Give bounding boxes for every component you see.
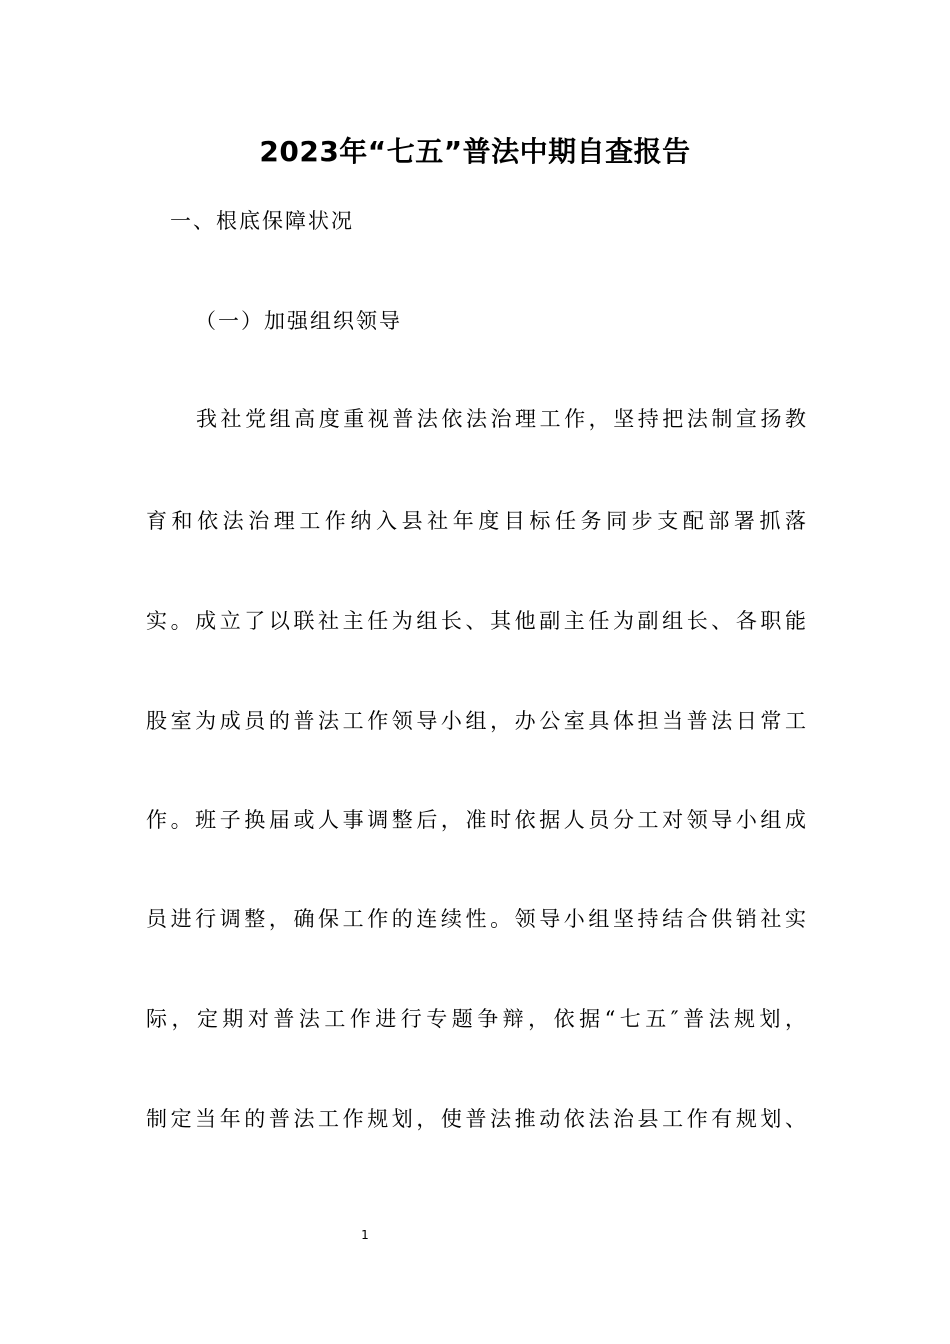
document-title: 2023年“七五”普法中期自查报告 [259, 135, 691, 168]
page-number: 1 [361, 1228, 369, 1242]
paragraph-line-6: 员进行调整，确保工作的连续性。领导小组坚持结合供销社实 [146, 907, 806, 931]
paragraph-line-7: 际，定期对普法工作进行专题争辩，依据“七五″普法规划， [146, 1007, 806, 1031]
paragraph-line-4: 股室为成员的普法工作领导小组，办公室具体担当普法日常工 [146, 709, 806, 733]
paragraph-line-5: 作。班子换届或人事调整后，准时依据人员分工对领导小组成 [146, 808, 806, 832]
paragraph-line-3: 实。成立了以联社主任为组长、其他副主任为副组长、各职能 [146, 609, 806, 633]
paragraph-line-8: 制定当年的普法工作规划，使普法推动依法治县工作有规划、 [146, 1107, 806, 1131]
paragraph-line-1: 我社党组高度重视普法依法治理工作，坚持把法制宣扬教 [196, 407, 806, 431]
subsection-heading: （一）加强组织领导 [195, 309, 402, 333]
section-heading: 一、根底保障状况 [170, 209, 354, 233]
paragraph-line-2: 育和依法治理工作纳入县社年度目标任务同步支配部署抓落 [146, 509, 806, 533]
